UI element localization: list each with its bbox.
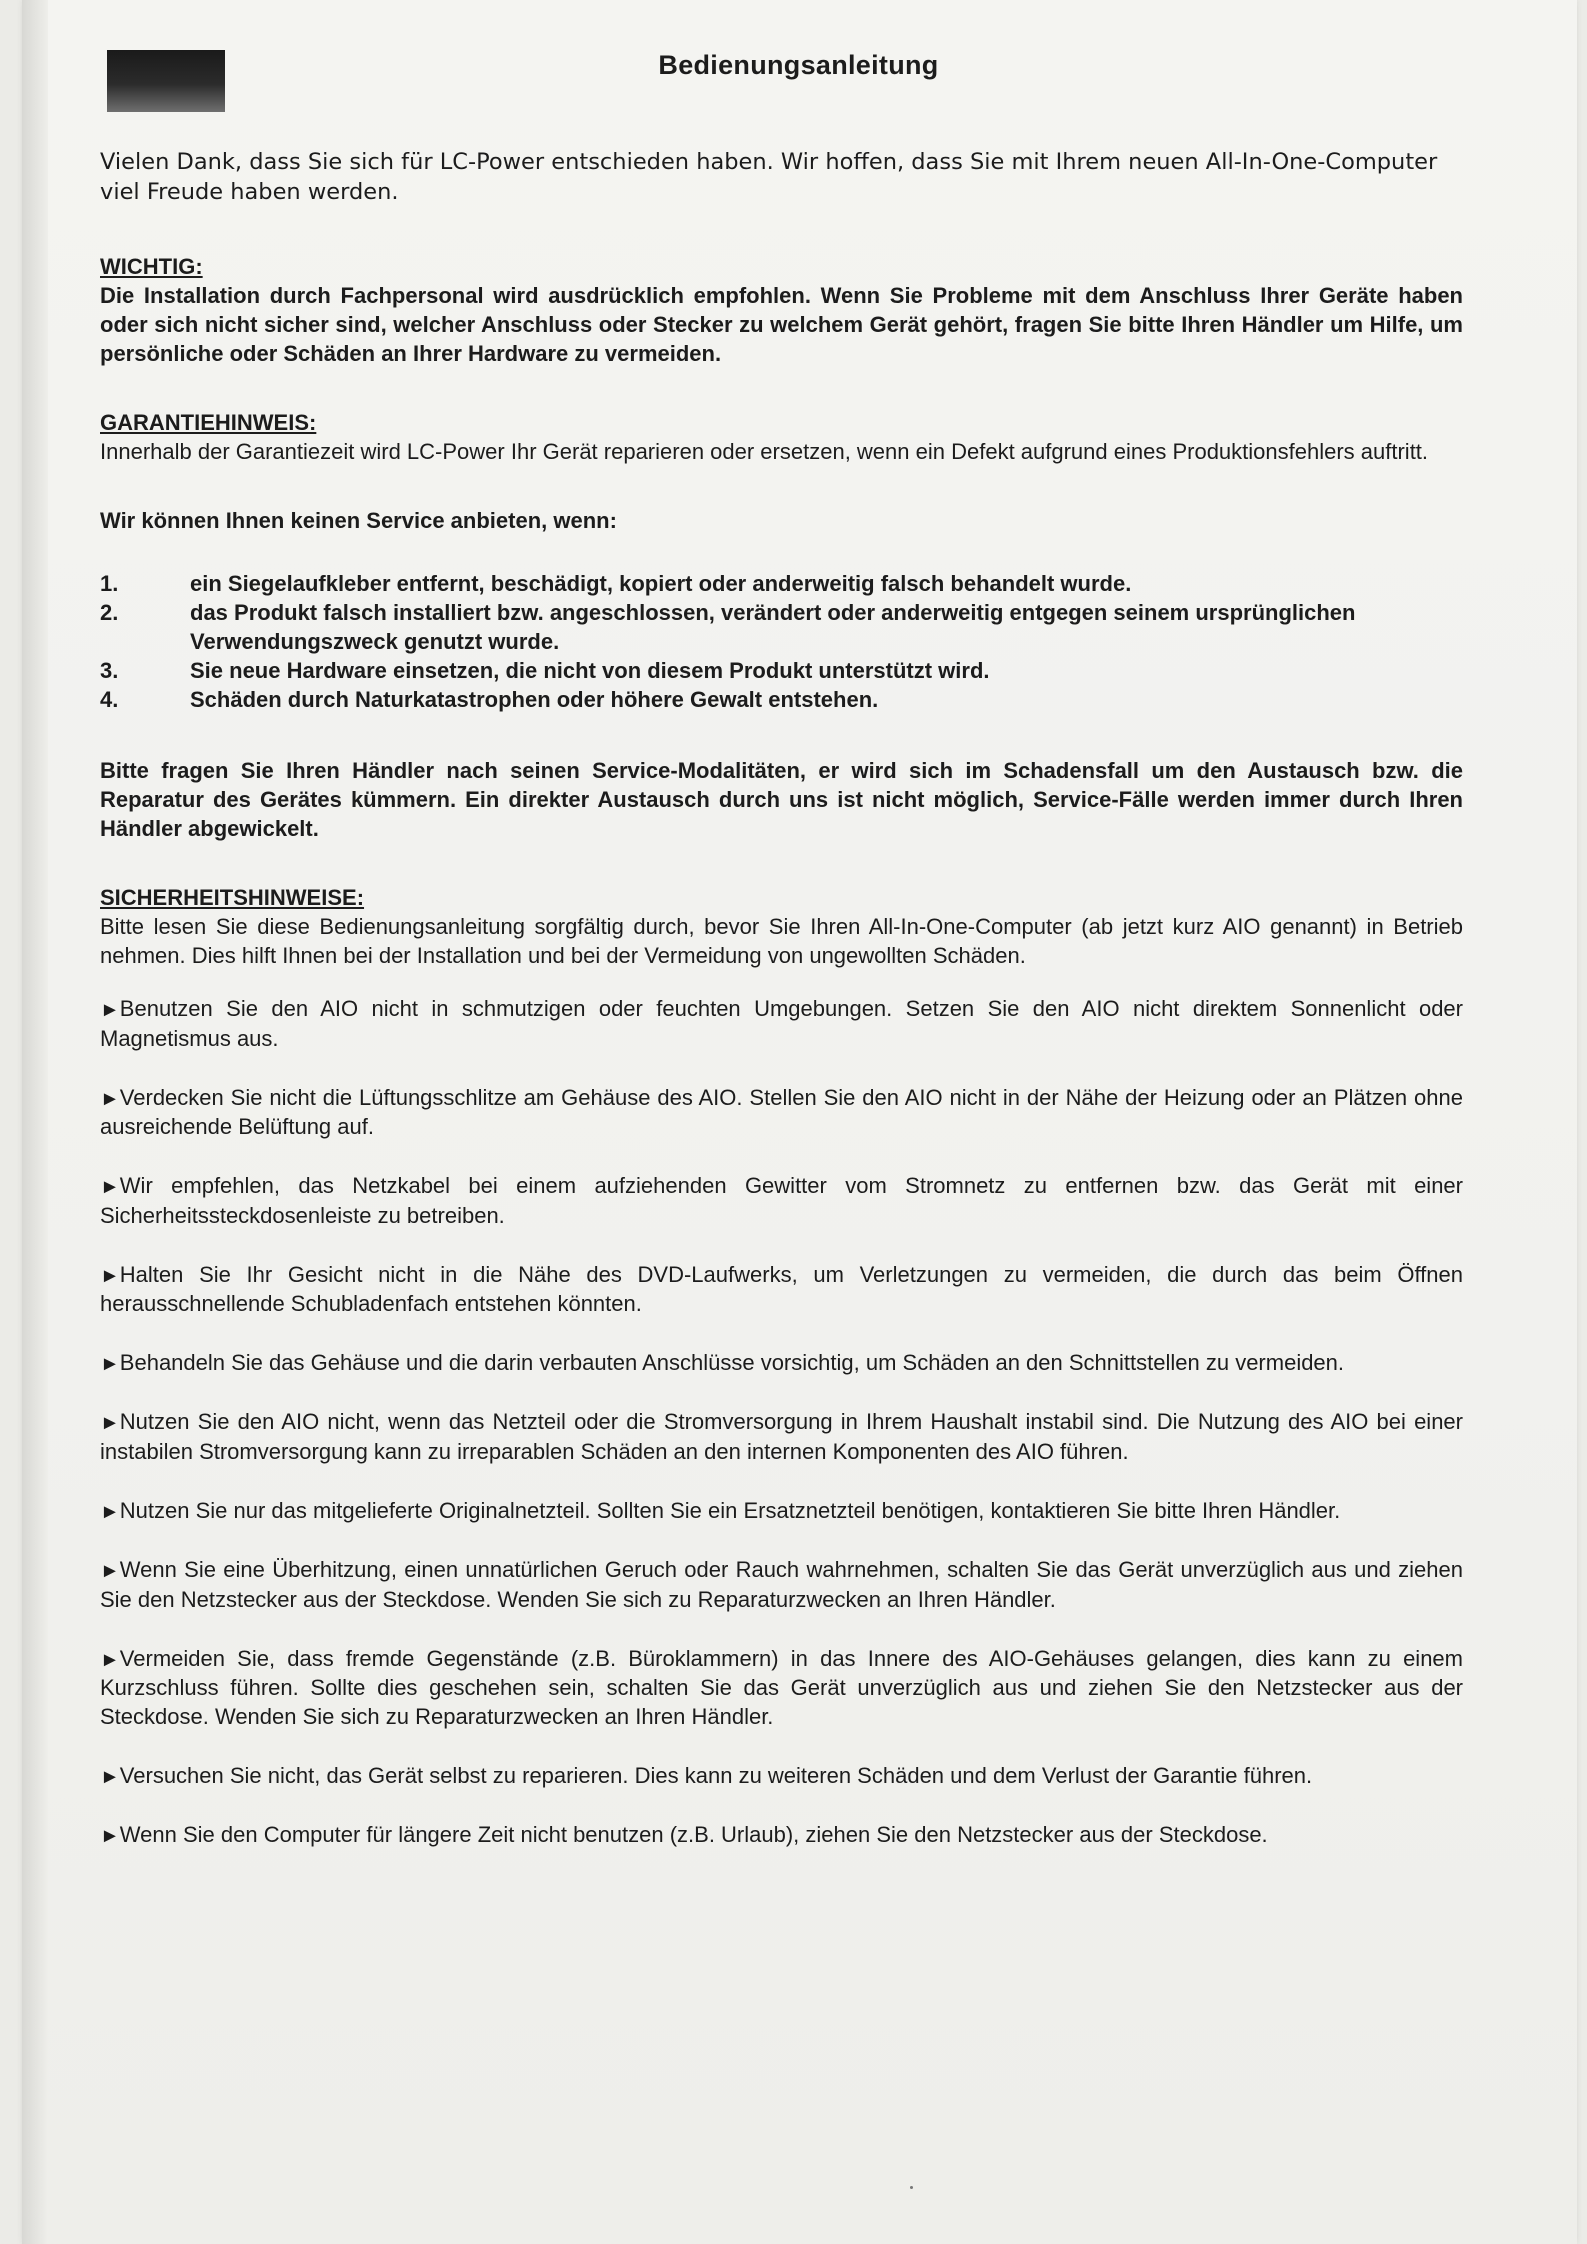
page-edge-shadow xyxy=(22,0,48,2244)
list-item-text: das Produkt falsch installiert bzw. angeschlossen, verändert oder anderweitig entgegen seinem ursprünglichen Verwendungszweck genutzt wurde. xyxy=(190,600,1356,655)
garantie-text: Innerhalb der Garantiezeit wird LC-Power Ihr Gerät reparieren oder ersetzen, wenn ein Defekt aufgrund eines Produktionsfehlers auftritt. xyxy=(100,438,1429,464)
triangle-bullet-icon: ► xyxy=(100,1825,120,1848)
triangle-bullet-icon: ► xyxy=(100,1766,120,1789)
list-item xyxy=(100,598,1463,656)
triangle-bullet-icon: ► xyxy=(100,999,120,1022)
list-item-number: 1. xyxy=(100,570,119,596)
safety-bullet: ►Benutzen Sie den AIO nicht in schmutzigen oder feuchten Umgebungen. Setzen Sie den AIO nicht direktem Sonnenlicht oder Magnetismus aus. xyxy=(100,996,1463,1051)
list-item-number: 3. xyxy=(100,658,119,684)
triangle-bullet-icon: ► xyxy=(100,1560,120,1583)
safety-bullet: ►Nutzen Sie den AIO nicht, wenn das Netzteil oder die Stromversorgung in Ihrem Haushalt instabil sind. Die Nutzung des AIO bei einer instabilen Stromversorgung kann zu irreparablen Schäden an den internen Komponenten des AIO führen. xyxy=(100,1409,1463,1464)
safety-bullet: ►Wir empfehlen, das Netzkabel bei einem aufziehenden Gewitter vom Stromnetz zu entfernen bzw. das Gerät mit einer Sicherheitssteckdosenleiste zu betreiben. xyxy=(100,1173,1463,1228)
list-item-number: 2. xyxy=(100,600,119,625)
triangle-bullet-icon: ► xyxy=(100,1412,120,1435)
list-item xyxy=(100,656,1463,685)
wichtig-text: Die Installation durch Fachpersonal wird ausdrücklich empfohlen. Wenn Sie Probleme mit dem Anschluss Ihrer Geräte haben oder sich nicht sicher sind, welcher Anschluss oder Stecker zu welchem Gerät gehört, fragen Sie bitte Ihren Händler um Hilfe, um persönliche oder Schäden an Ihrer Hardware zu vermeiden. xyxy=(100,282,1463,366)
list-item-number: 4. xyxy=(100,687,119,713)
safety-bullet: ►Vermeiden Sie, dass fremde Gegenstände (z.B. Büroklammern) in das Innere des AIO-Gehäuses gelangen, dies kann zu einem Kurzschluss führen. Sollte dies geschehen sein, schalten Sie das Gerät unverzüglich aus und ziehen Sie den Netzstecker aus der Steckdose. Wenden Sie sich zu Reparaturzwecken an Ihren Händler. xyxy=(100,1645,1463,1730)
triangle-bullet-icon: ► xyxy=(100,1176,120,1199)
triangle-bullet-icon: ► xyxy=(100,1353,120,1375)
scan-speck xyxy=(910,2186,913,2189)
list-item-text: ein Siegelaufkleber entfernt, beschädigt, kopiert oder anderweitig falsch behandelt wurde. xyxy=(190,570,1132,596)
service-closing: Bitte fragen Sie Ihren Händler nach seinen Service-Modalitäten, er wird sich im Schadensfall um den Austausch bzw. die Reparatur des Gerätes kümmern. Ein direkter Austausch durch uns ist nicht möglich, Service-Fälle werden immer durch Ihren Händler abgewickelt. xyxy=(100,758,1463,842)
safety-bullet: ►Wenn Sie den Computer für längere Zeit nicht benutzen (z.B. Urlaub), ziehen Sie den Netzstecker aus der Steckdose. xyxy=(100,1822,1268,1848)
intro-paragraph: Vielen Dank, dass Sie sich für LC-Power entschieden haben. Wir hoffen, dass Sie mit Ihrem neuen All-In-One-Computer viel Freude haben werden. xyxy=(100,149,1438,206)
safety-intro: Bitte lesen Sie diese Bedienungsanleitung sorgfältig durch, bevor Sie Ihren All-In-One-Computer (ab jetzt kurz AIO genannt) in Betrieb nehmen. Dies hilft Ihnen bei der Installation und bei der Vermeidung von ungewollten Schäden. xyxy=(100,914,1463,969)
service-exclusion-list xyxy=(100,569,1463,714)
document-body xyxy=(100,147,1463,1880)
garantie-heading: GARANTIEHINWEIS: xyxy=(100,409,317,435)
safety-bullet: ►Verdecken Sie nicht die Lüftungsschlitze am Gehäuse des AIO. Stellen Sie den AIO nicht in der Nähe der Heizung oder an Plätzen ohne ausreichende Belüftung auf. xyxy=(100,1084,1463,1140)
safety-bullet: ►Nutzen Sie nur das mitgelieferte Originalnetzteil. Sollten Sie ein Ersatznetzteil benötigen, kontaktieren Sie bitte Ihren Händler. xyxy=(100,1497,1341,1523)
list-item-text: Schäden durch Naturkatastrophen oder höhere Gewalt entstehen. xyxy=(190,687,879,713)
list-item xyxy=(100,685,1463,714)
safety-bullet: ►Wenn Sie eine Überhitzung, einen unnatürlichen Geruch oder Rauch wahrnehmen, schalten Sie das Gerät unverzüglich aus und ziehen Sie den Netzstecker aus der Steckdose. Wenden Sie sich zu Reparaturzwecken an Ihren Händler. xyxy=(100,1557,1463,1612)
triangle-bullet-icon: ► xyxy=(100,1264,120,1287)
list-item-text: Sie neue Hardware einsetzen, die nicht von diesem Produkt unterstützt wird. xyxy=(190,658,990,684)
triangle-bullet-icon: ► xyxy=(100,1500,120,1523)
safety-bullet: ►Halten Sie Ihr Gesicht nicht in die Nähe des DVD-Laufwerks, um Verletzungen zu vermeiden, die durch das beim Öffnen herausschnellende Schubladenfach entstehen könnten. xyxy=(100,1261,1463,1316)
safety-heading: SICHERHEITSHINWEISE: xyxy=(100,885,365,911)
document-title: Bedienungsanleitung xyxy=(658,50,939,80)
service-intro: Wir können Ihnen keinen Service anbieten, wenn: xyxy=(100,507,617,533)
safety-bullet: ►Versuchen Sie nicht, das Gerät selbst zu reparieren. Dies kann zu weiteren Schäden und dem Verlust der Garantie führen. xyxy=(100,1763,1313,1789)
wichtig-heading: WICHTIG: xyxy=(100,253,203,279)
list-item xyxy=(100,569,1463,598)
safety-bullet: ►Behandeln Sie das Gehäuse und die darin verbauten Anschlüsse vorsichtig, um Schäden an den Schnittstellen zu vermeiden. xyxy=(100,1350,1345,1375)
triangle-bullet-icon: ► xyxy=(100,1087,120,1110)
triangle-bullet-icon: ► xyxy=(100,1648,120,1671)
